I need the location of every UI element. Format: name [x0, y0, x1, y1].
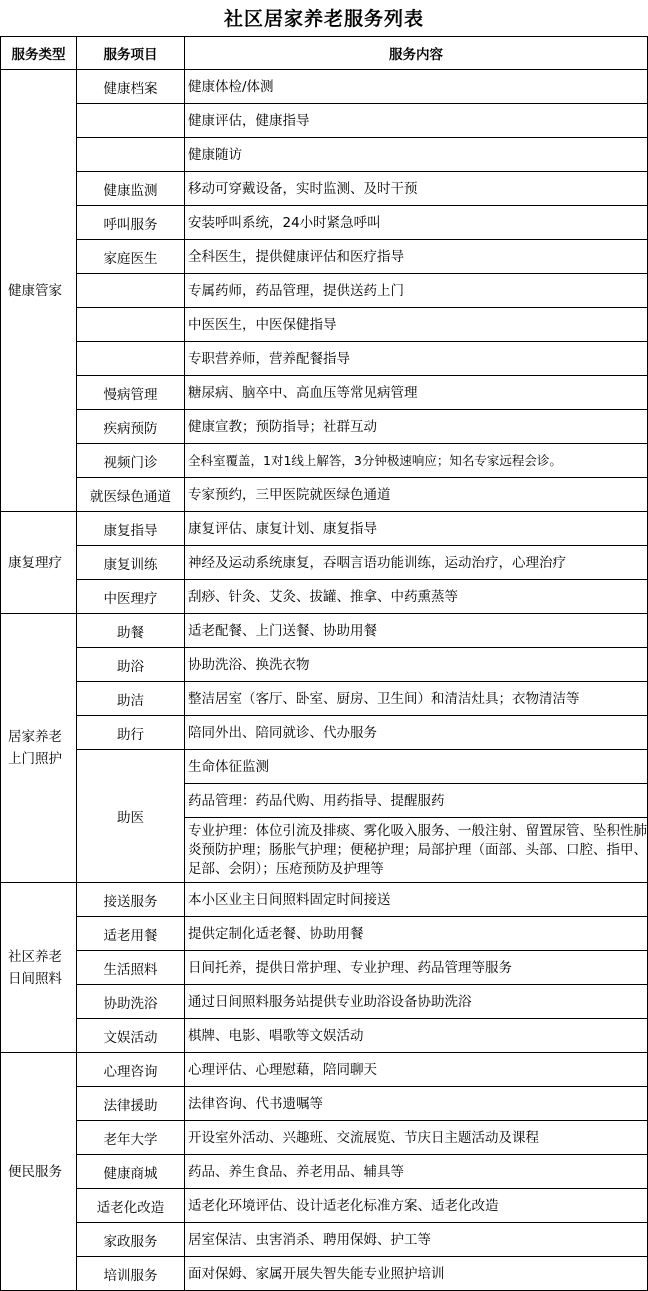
page-title: 社区居家养老服务列表: [223, 8, 424, 30]
table-row: [1, 70, 648, 104]
service-item-cell: 老年大学: [77, 1121, 185, 1155]
service-content-cell: 健康体检/体测: [185, 70, 648, 104]
service-item-cell: 助浴: [77, 648, 185, 682]
header-service-content: 服务内容: [185, 37, 648, 70]
service-item-cell: 康复指导: [77, 512, 185, 546]
service-content-cell: 开设室外活动、兴趣班、交流展览、节庆日主题活动及课程: [185, 1121, 648, 1155]
table-row: [1, 716, 648, 750]
service-content-cell: 糖尿病、脑卒中、高血压等常见病管理: [185, 376, 648, 410]
table-row: [1, 104, 648, 138]
service-item-cell: 心理咨询: [77, 1053, 185, 1087]
service-content-cell: 药品管理：药品代购、用药指导、提醒服药: [185, 784, 648, 818]
service-content-cell: 专家预约，三甲医院就医绿色通道: [185, 478, 648, 512]
service-content-cell: 全科室覆盖，1对1线上解答，3分钟极速响应；知名专家远程会诊。: [185, 444, 648, 478]
table-row: [1, 883, 648, 917]
service-type-cell: [1, 1053, 77, 1291]
header-service-item: 服务项目: [77, 37, 185, 70]
service-type-label: 健康管家: [8, 282, 62, 299]
table-row: [1, 546, 648, 580]
service-content-cell: 适老配餐、上门送餐、协助用餐: [185, 614, 648, 648]
service-item-cell: 家庭医生: [77, 240, 185, 274]
service-content-cell: 康复评估、康复计划、康复指导: [185, 512, 648, 546]
service-item-cell: 适老化改造: [77, 1189, 185, 1223]
table-row: [1, 1121, 648, 1155]
service-item-cell: [77, 274, 185, 308]
service-item-cell: [77, 308, 185, 342]
service-item-cell: 健康商城: [77, 1155, 185, 1189]
service-item-cell: [77, 104, 185, 138]
table-header-row: [1, 37, 648, 70]
service-content-cell: 心理评估、心理慰藉，陪同聊天: [185, 1053, 648, 1087]
service-item-cell: 文娱活动: [77, 1019, 185, 1053]
table-row: [1, 1223, 648, 1257]
table-row: [1, 1189, 648, 1223]
service-type-label: 社区养老 日间照料: [8, 948, 62, 987]
service-content-cell: 本小区业主日间照料固定时间接送: [185, 883, 648, 917]
table-row: [1, 750, 648, 784]
service-content-cell: 安装呼叫系统，24小时紧急呼叫: [185, 206, 648, 240]
service-type-label: 便民服务: [8, 1163, 62, 1180]
service-type-cell: [1, 883, 77, 1053]
table-row: [1, 172, 648, 206]
table-row: [1, 206, 648, 240]
table-row: [1, 478, 648, 512]
service-item-cell: 助餐: [77, 614, 185, 648]
service-type-label: 康复理疗: [8, 554, 62, 571]
service-item-cell: 法律援助: [77, 1087, 185, 1121]
service-item-cell: 培训服务: [77, 1257, 185, 1291]
table-row: [1, 1155, 648, 1189]
table-row: [1, 410, 648, 444]
service-item-cell: 慢病管理: [77, 376, 185, 410]
table-row: [1, 1257, 648, 1291]
table-row: [1, 444, 648, 478]
table-row: [1, 376, 648, 410]
service-content-cell: 健康宣教；预防指导；社群互动: [185, 410, 648, 444]
service-content-cell: 面对保姆、家属开展失智失能专业照护培训: [185, 1257, 648, 1291]
service-item-cell: 就医绿色通道: [77, 478, 185, 512]
service-content-cell: 健康随访: [185, 138, 648, 172]
service-item-cell: 生活照料: [77, 951, 185, 985]
table-row: [1, 614, 648, 648]
table-row: [1, 308, 648, 342]
table-row: [1, 1053, 648, 1087]
service-item-cell: 康复训练: [77, 546, 185, 580]
service-item-cell: 适老用餐: [77, 917, 185, 951]
table-row: [1, 342, 648, 376]
service-content-cell: 适老化环境评估、设计适老化标准方案、适老化改造: [185, 1189, 648, 1223]
service-type-cell: [1, 512, 77, 614]
table-row: [1, 917, 648, 951]
service-item-cell: 呼叫服务: [77, 206, 185, 240]
service-item-cell: [77, 342, 185, 376]
service-item-cell: [77, 138, 185, 172]
service-item-cell: 接送服务: [77, 883, 185, 917]
service-type-cell: [1, 614, 77, 883]
header-service-type: 服务类型: [1, 37, 77, 70]
service-content-cell: 全科医生，提供健康评估和医疗指导: [185, 240, 648, 274]
service-item-cell: 健康档案: [77, 70, 185, 104]
service-table: [0, 36, 648, 1291]
service-type-cell: [1, 70, 77, 512]
service-content-cell: 提供定制化适老餐、协助用餐: [185, 917, 648, 951]
table-row: [1, 512, 648, 546]
service-content-cell: 专属药师，药品管理，提供送药上门: [185, 274, 648, 308]
table-row: [1, 138, 648, 172]
service-content-cell: 药品、养生食品、养老用品、辅具等: [185, 1155, 648, 1189]
service-content-cell: 法律咨询、代书遗嘱等: [185, 1087, 648, 1121]
table-row: [1, 648, 648, 682]
service-content-cell: 陪同外出、陪同就诊、代办服务: [185, 716, 648, 750]
service-item-cell: 家政服务: [77, 1223, 185, 1257]
service-content-cell: 通过日间照料服务站提供专业助浴设备协助洗浴: [185, 985, 648, 1019]
table-row: [1, 951, 648, 985]
service-item-cell: 健康监测: [77, 172, 185, 206]
service-item-cell: 中医理疗: [77, 580, 185, 614]
service-content-cell: 生命体征监测: [185, 750, 648, 784]
service-content-cell: 棋牌、电影、唱歌等文娱活动: [185, 1019, 648, 1053]
service-item-cell: 助洁: [77, 682, 185, 716]
table-row: [1, 682, 648, 716]
service-content-cell: 中医医生，中医保健指导: [185, 308, 648, 342]
service-item-cell: 协助洗浴: [77, 985, 185, 1019]
service-content-cell: 健康评估，健康指导: [185, 104, 648, 138]
table-row: [1, 1019, 648, 1053]
service-content-cell: 协助洗浴、换洗衣物: [185, 648, 648, 682]
service-content-cell: 移动可穿戴设备，实时监测、及时干预: [185, 172, 648, 206]
table-row: [1, 274, 648, 308]
service-type-label: 居家养老 上门照护: [8, 729, 62, 767]
service-content-cell: 居室保洁、虫害消杀、聘用保姆、护工等: [185, 1223, 648, 1257]
service-content-cell: 整洁居室（客厅、卧室、厨房、卫生间）和清洁灶具；衣物清洁等: [185, 682, 648, 716]
service-item-cell: 视频门诊: [77, 444, 185, 478]
table-row: [1, 1087, 648, 1121]
service-content-cell: 刮痧、针灸、艾灸、拔罐、推拿、中药熏蒸等: [185, 580, 648, 614]
table-row: [1, 240, 648, 274]
table-row: [1, 985, 648, 1019]
service-item-cell: 助医: [77, 750, 185, 883]
service-item-cell: 助行: [77, 716, 185, 750]
service-content-cell: 神经及运动系统康复，吞咽言语功能训练，运动治疗，心理治疗: [185, 546, 648, 580]
table-row: [1, 580, 648, 614]
service-item-cell: 疾病预防: [77, 410, 185, 444]
service-content-cell: 日间托养，提供日常护理、专业护理、药品管理等服务: [185, 951, 648, 985]
service-content-cell: 专业护理：体位引流及排痰、雾化吸入服务、一般注射、留置尿管、坠积性肺炎预防护理；肠胀气护理；便秘护理；局部护理（面部、头部、口腔、指甲、足部、会阴）；压疮预防及护理等: [185, 818, 648, 883]
service-content-cell: 专职营养师，营养配餐指导: [185, 342, 648, 376]
